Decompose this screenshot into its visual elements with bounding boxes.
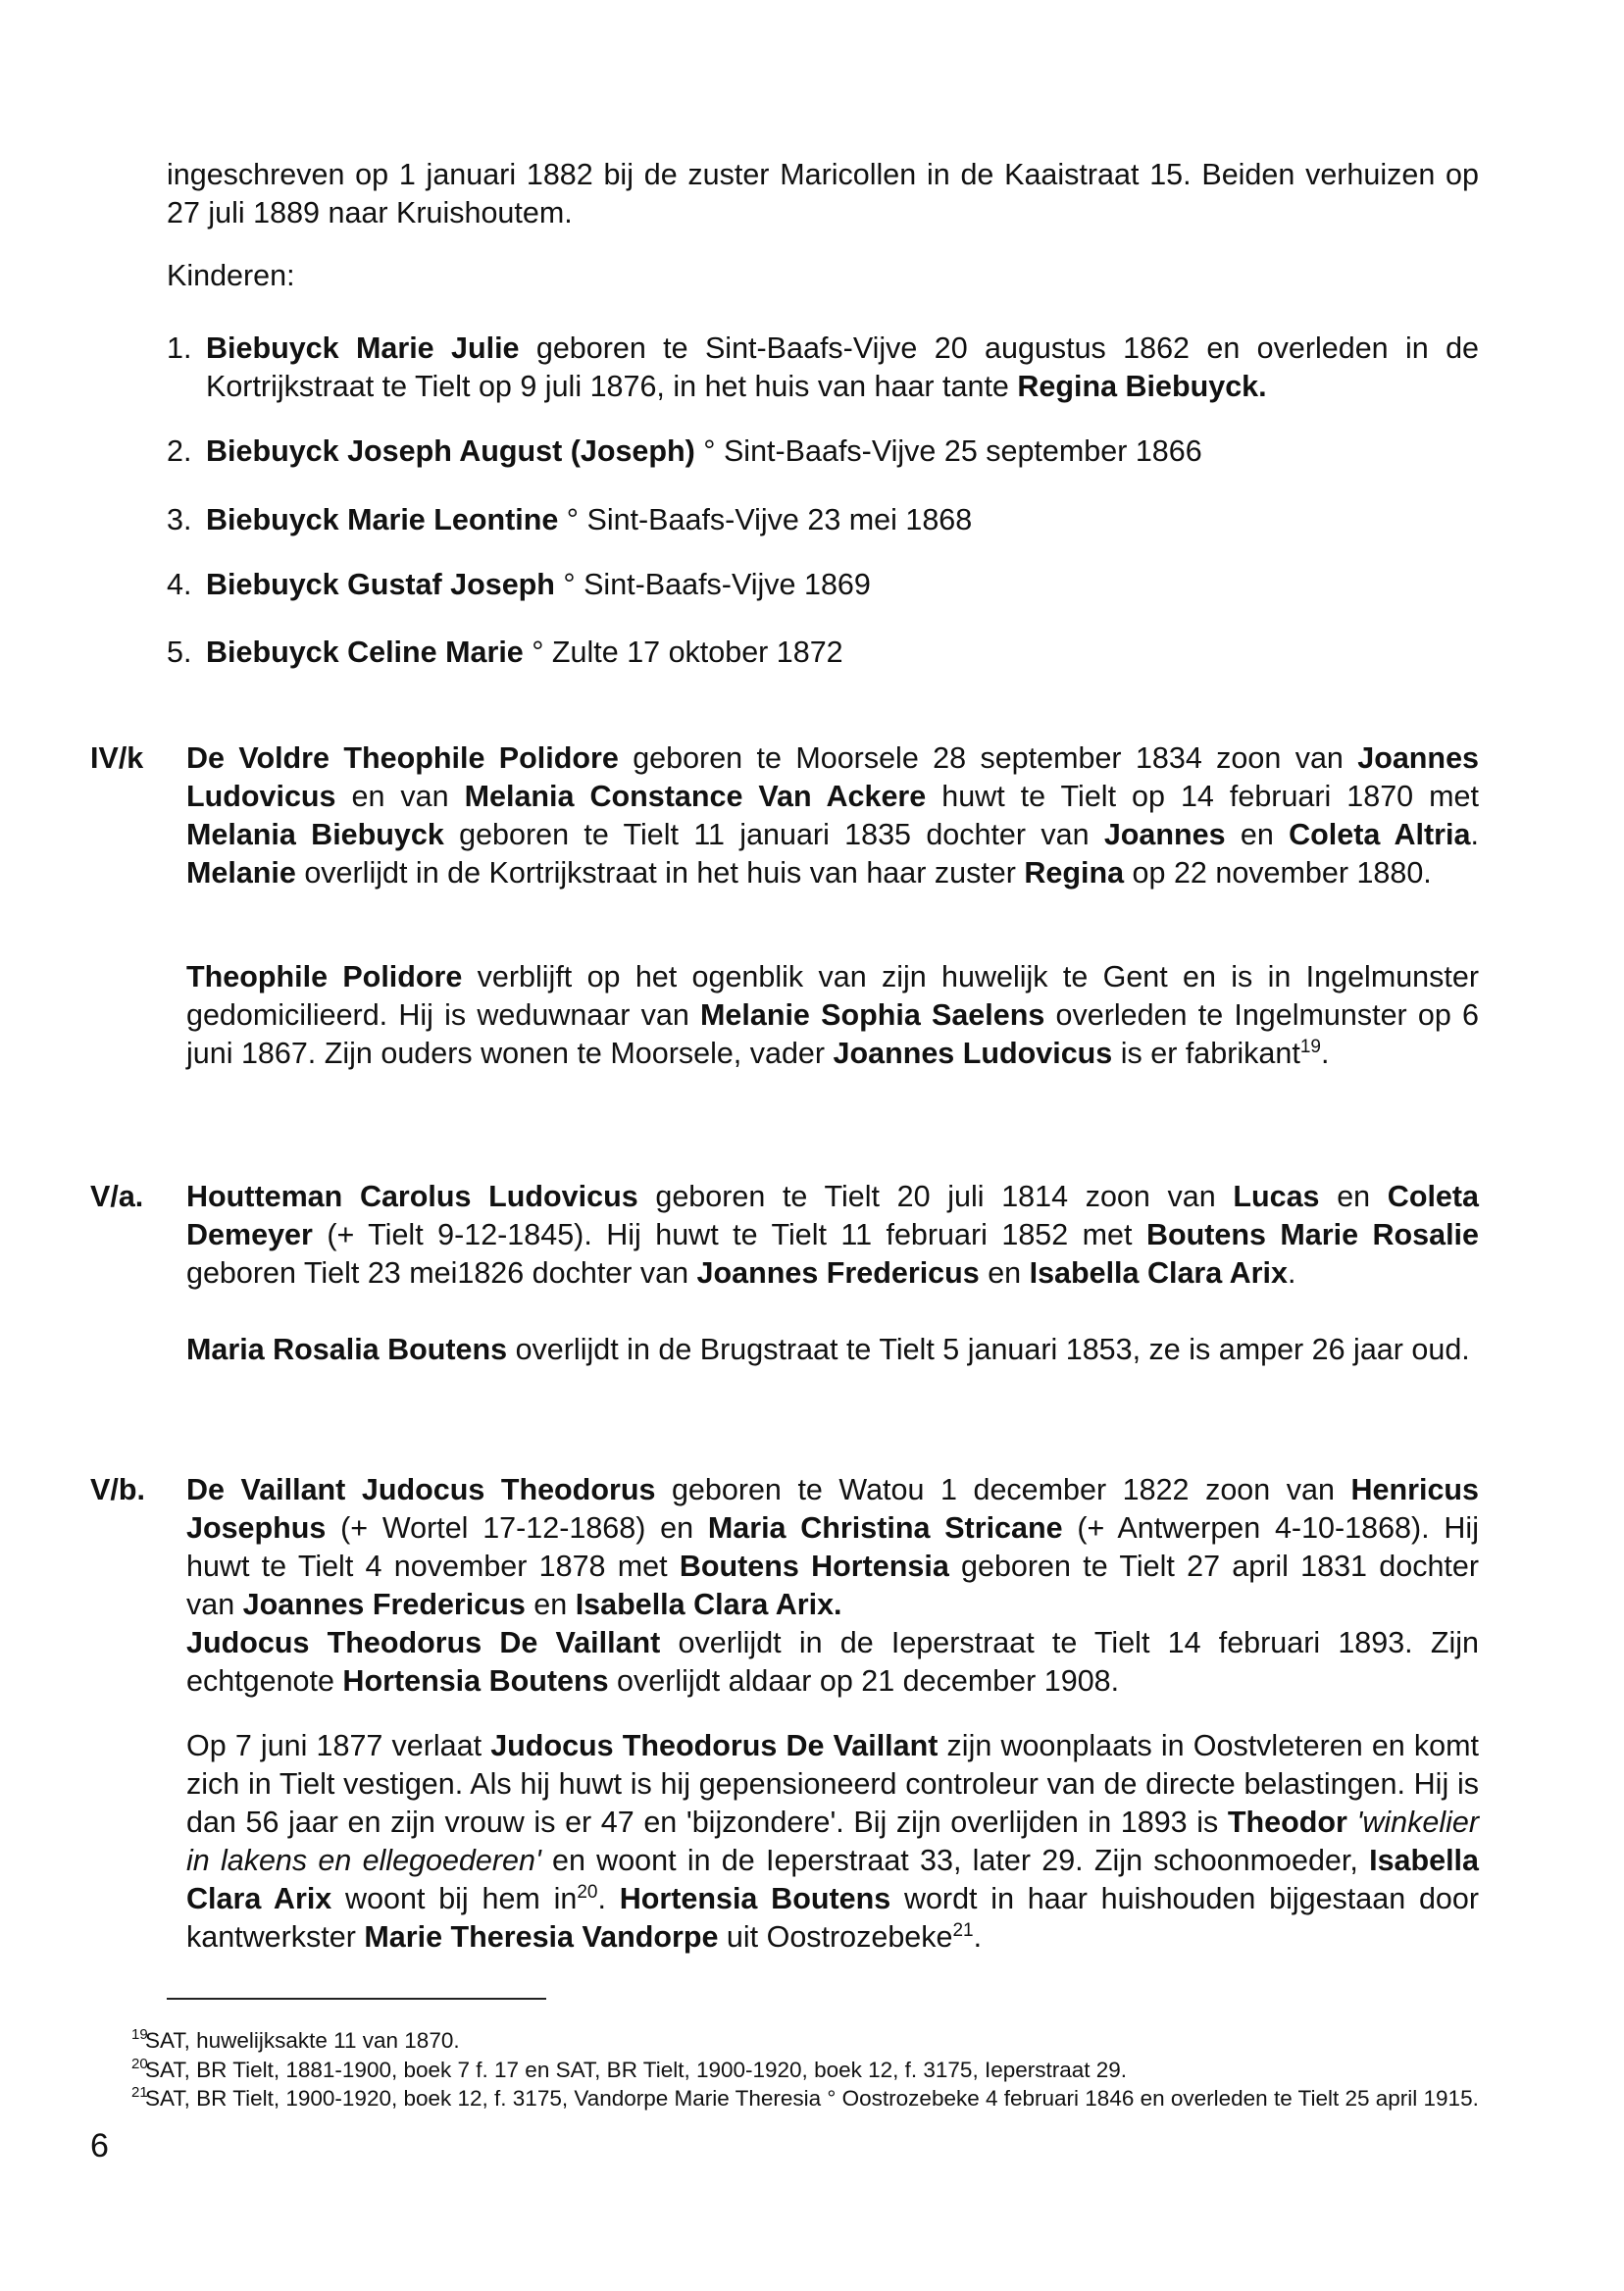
footnote-number: 21 <box>131 2084 148 2101</box>
footnote <box>131 2028 1479 2054</box>
footnote-ref: 20 <box>577 1881 598 1903</box>
section-label: V/b. <box>90 1473 145 1506</box>
footnote <box>131 2086 1479 2112</box>
list-item-text: Biebuyck Marie Leontine ° Sint-Baafs-Vijve 23 mei 1868 <box>206 503 973 536</box>
footnote-text: SAT, BR Tielt, 1900-1920, boek 12, f. 3175, Vandorpe Marie Theresia ° Oostrozebeke 4 februari 1846 en overleden te Tielt 25 april 1915. <box>145 2086 1479 2111</box>
footnote-number: 19 <box>131 2026 148 2043</box>
intro-paragraph: ingeschreven op 1 januari 1882 bij de zuster Maricollen in de Kaaistraat 15. Beiden verhuizen op 27 juli 1889 naar Kruishoutem. <box>167 158 1479 229</box>
page-number: 6 <box>90 2127 109 2164</box>
list-number: 2. <box>167 434 192 468</box>
footnote <box>131 2058 1479 2083</box>
footnote-ref: 19 <box>1299 1036 1321 1057</box>
footnote-divider <box>167 1998 546 2000</box>
section-ivk-paragraph-1: De Voldre Theophile Polidore geboren te Moorsele 28 september 1834 zoon van Joannes Ludovicus en van Melania Constance Van Ackere huwt te Tielt op 14 februari 1870 met Melania Biebuyck geboren te Tielt 11 januari 1835 dochter van Joannes en Coleta Altria. Melanie overlijdt in de Kortrijkstraat in het huis van haar zuster Regina op 22 november 1880. <box>186 741 1479 890</box>
footnote-text: SAT, BR Tielt, 1881-1900, boek 7 f. 17 en SAT, BR Tielt, 1900-1920, boek 12, f. 3175, Ieperstraat 29. <box>145 2058 1128 2082</box>
section-va-paragraph-2: Maria Rosalia Boutens overlijdt in de Brugstraat te Tielt 5 januari 1853, ze is amper 26 jaar oud. <box>186 1333 1470 1366</box>
list-item-text: Biebuyck Celine Marie ° Zulte 17 oktober 1872 <box>206 636 843 669</box>
section-va-paragraph-1: Houtteman Carolus Ludovicus geboren te Tielt 20 juli 1814 zoon van Lucas en Coleta Demeyer (+ Tielt 9-12-1845). Hij huwt te Tielt 11 februari 1852 met Boutens Marie Rosalie geboren Tielt 23 mei1826 dochter van Joannes Fredericus en Isabella Clara Arix. <box>186 1180 1480 1290</box>
list-number: 4. <box>167 568 192 601</box>
section-vb-paragraph-1: De Vaillant Judocus Theodorus geboren te Watou 1 december 1822 zoon van Henricus Josephus (+ Wortel 17-12-1868) en Maria Christina Stricane (+ Antwerpen 4-10-1868). Hij huwt te Tielt 4 november 1878 met Boutens Hortensia geboren te Tielt 27 april 1831 dochter van Joannes Fredericus en Isabella Clara Arix. <box>186 1473 1480 1621</box>
section-label: V/a. <box>90 1180 144 1213</box>
list-item-text: Biebuyck Gustaf Joseph ° Sint-Baafs-Vijve 1869 <box>206 568 871 601</box>
list-number: 1. <box>167 331 192 365</box>
list-number: 5. <box>167 636 192 669</box>
footnote-number: 20 <box>131 2056 148 2072</box>
children-heading: Kinderen: <box>167 259 295 292</box>
list-number: 3. <box>167 503 192 536</box>
footnote-ref: 21 <box>952 1919 974 1941</box>
section-vb-paragraph-2: Judocus Theodorus De Vaillant overlijdt in de Ieperstraat te Tielt 14 februari 1893. Zijn echtgenote Hortensia Boutens overlijdt aldaar op 21 december 1908. <box>186 1626 1479 1698</box>
list-item-text: Biebuyck Marie Julie geboren te Sint-Baafs-Vijve 20 augustus 1862 en overleden in de Kortrijkstraat te Tielt op 9 juli 1876, in het huis van haar tante Regina Biebuyck. <box>206 331 1479 403</box>
list-item-text: Biebuyck Joseph August (Joseph) ° Sint-Baafs-Vijve 25 september 1866 <box>206 434 1202 468</box>
section-ivk-paragraph-2: Theophile Polidore verblijft op het ogenblik van zijn huwelijk te Gent en is in Ingelmunster gedomicilieerd. Hij is weduwnaar van Melanie Sophia Saelens overleden te Ingelmunster op 6 juni 1867. Zijn ouders wonen te Moorsele, vader Joannes Ludovicus is er fabrikant$^{19}$. <box>186 960 1480 1070</box>
section-vb-paragraph-3: Op 7 juni 1877 verlaat Judocus Theodorus De Vaillant zijn woonplaats in Oostvleteren en komt zich in Tielt vestigen. Als hij huwt is hij gepensioneerd controleur van de directe belastingen. Hij is dan 56 jaar en zijn vrouw is er 47 en 'bijzondere'. Bij zijn overlijden in 1893 is Theodor 'winkelier in lakens en ellegoederen' en woont in de Ieperstraat 33, later 29. Zijn schoonmoeder, Isabella Clara Arix woont bij hem $in^{20}$. Hortensia Boutens wordt in haar huishouden bijgestaan door kantwerkster Marie Theresia Vandorpe uit Oostrozebeke$^{21}$. <box>186 1729 1479 1954</box>
section-label: IV/k <box>90 741 144 775</box>
footnote-text: SAT, huwelijksakte 11 van 1870. <box>145 2028 460 2053</box>
